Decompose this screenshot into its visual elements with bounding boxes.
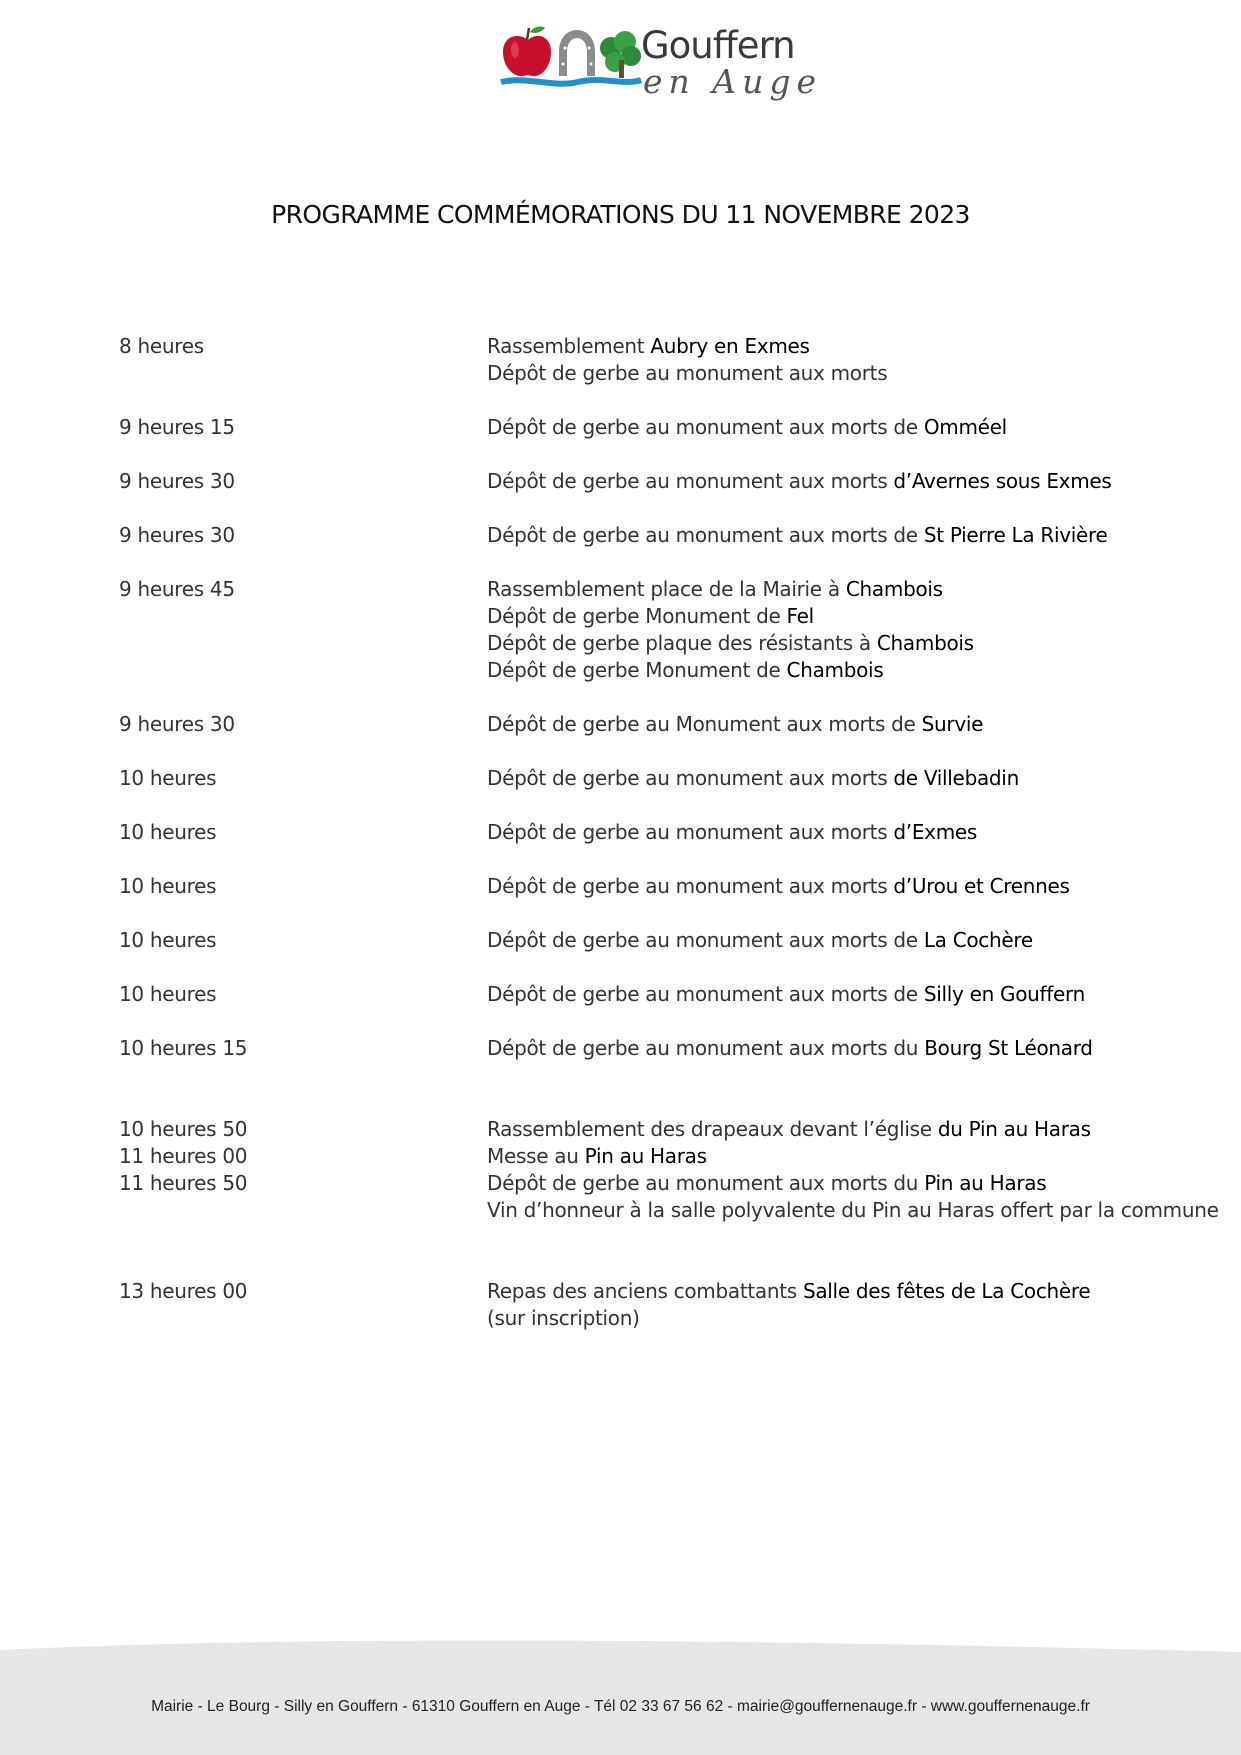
entry-line	[487, 1116, 1219, 1143]
entry-time: 10 heures	[119, 982, 217, 1006]
spacer	[119, 549, 1179, 576]
entry-description	[487, 1035, 1179, 1062]
entry-line	[487, 414, 1179, 441]
line-text: Dépôt de gerbe au monument aux morts de	[487, 928, 924, 952]
entry-line	[487, 1170, 1219, 1197]
entry-line	[487, 981, 1179, 1008]
entry-line	[487, 711, 1179, 738]
line-place: Chambois	[845, 577, 943, 601]
entry-line	[487, 657, 1179, 684]
spacer	[119, 1224, 1179, 1278]
horseshoe-icon	[559, 30, 595, 76]
spacer	[119, 495, 1179, 522]
line-text: Dépôt de gerbe au monument aux morts	[487, 469, 894, 493]
entry-line	[487, 1143, 1219, 1170]
water-wave-icon	[501, 80, 641, 84]
schedule-entry	[119, 522, 1179, 549]
line-text: Vin d’honneur à la salle polyvalente du Pin au Haras offert par la commune	[487, 1198, 1219, 1222]
entry-line	[487, 927, 1179, 954]
logo-subname: en Auge	[643, 62, 823, 101]
line-place: Survie	[921, 712, 984, 736]
schedule-entry	[119, 1035, 1179, 1062]
entry-line	[487, 576, 1179, 603]
line-text: Rassemblement	[487, 334, 651, 358]
line-text: Rassemblement place de la Mairie à	[487, 577, 846, 601]
schedule-entry	[119, 414, 1179, 441]
logo-emblem	[493, 20, 643, 110]
entry-description	[487, 819, 1179, 846]
entry-time: 13 heures 00	[119, 1279, 248, 1303]
line-text: Dépôt de gerbe au monument aux morts de	[487, 415, 924, 439]
entry-time: 9 heures 15	[119, 415, 235, 439]
line-text: Dépôt de gerbe au Monument aux morts de	[487, 712, 922, 736]
spacer	[119, 387, 1179, 414]
entry-time: 9 heures 30	[119, 712, 235, 736]
spacer	[119, 792, 1179, 819]
line-place: La Cochère	[923, 928, 1033, 952]
logo-name: Gouffern	[641, 24, 795, 67]
line-place: du Pin au Haras	[937, 1117, 1091, 1141]
line-place: Salle des fêtes de La Cochère	[802, 1279, 1091, 1303]
entry-time: 11 heures 00	[119, 1144, 248, 1168]
line-place: Fel	[786, 604, 814, 628]
line-text: Dépôt de gerbe au monument aux morts	[487, 766, 894, 790]
line-text: Dépôt de gerbe Monument de	[487, 604, 787, 628]
entry-description	[487, 1278, 1179, 1332]
meal-entry	[119, 1278, 1179, 1332]
line-text: Dépôt de gerbe plaque des résistants à	[487, 631, 877, 655]
spacer	[119, 1008, 1179, 1035]
line-place: d’Exmes	[893, 820, 978, 844]
schedule-entries	[119, 333, 1179, 1062]
entry-time: 9 heures 30	[119, 469, 235, 493]
schedule-entry	[119, 981, 1179, 1008]
entry-time: 10 heures 50	[119, 1117, 248, 1141]
spacer	[119, 900, 1179, 927]
schedule-entry	[119, 333, 1179, 387]
line-place: Aubry en Exmes	[650, 334, 810, 358]
line-text: Repas des anciens combattants	[487, 1279, 803, 1303]
spacer	[119, 441, 1179, 468]
spacer	[119, 954, 1179, 981]
line-place: Omméel	[923, 415, 1007, 439]
schedule-entry	[119, 765, 1179, 792]
schedule-entry	[119, 873, 1179, 900]
entry-line	[487, 468, 1179, 495]
entry-line	[487, 873, 1179, 900]
footer-contact: Mairie - Le Bourg - Silly en Gouffern - 61310 Gouffern en Auge - Tél 02 33 67 56 62 - mairie@gouffernenauge.fr - www.gouffernenauge.fr	[151, 1698, 1090, 1715]
entry-description	[487, 711, 1179, 738]
entry-description	[487, 468, 1179, 495]
schedule-entry	[119, 711, 1179, 738]
tree-icon	[600, 31, 641, 78]
line-place: Chambois	[876, 631, 974, 655]
gouffern-logo	[493, 20, 823, 110]
entry-line	[487, 765, 1179, 792]
entry-line	[487, 1278, 1127, 1332]
entry-time: 9 heures 45	[119, 577, 235, 601]
entry-line	[487, 1035, 1179, 1062]
line-text: Dépôt de gerbe au monument aux morts	[487, 820, 894, 844]
entry-time: 9 heures 30	[119, 523, 235, 547]
line-text: Dépôt de gerbe au monument aux morts de	[487, 523, 924, 547]
spacer	[119, 1062, 1179, 1116]
line-place: Bourg St Léonard	[924, 1036, 1093, 1060]
entry-time: 10 heures	[119, 874, 217, 898]
entry-line	[487, 603, 1179, 630]
entry-line	[487, 522, 1179, 549]
spacer	[119, 846, 1179, 873]
line-place: Pin au Haras	[584, 1144, 707, 1168]
schedule-entry	[119, 576, 1179, 684]
line-text: Dépôt de gerbe Monument de	[487, 658, 787, 682]
entry-time: 8 heures	[119, 334, 204, 358]
entry-time: 10 heures	[119, 820, 217, 844]
entry-description	[487, 414, 1179, 441]
apple-icon	[503, 27, 551, 77]
line-text: Dépôt de gerbe au monument aux morts	[487, 361, 888, 385]
line-place: Silly en Gouffern	[923, 982, 1085, 1006]
line-place: St Pierre La Rivière	[923, 523, 1108, 547]
entry-description	[487, 873, 1179, 900]
schedule-entry	[119, 468, 1179, 495]
entry-time: 10 heures	[119, 928, 217, 952]
line-text: Dépôt de gerbe au monument aux morts	[487, 874, 894, 898]
entry-time: 10 heures 15	[119, 1036, 248, 1060]
line-text: Messe au	[487, 1144, 585, 1168]
schedule	[119, 333, 1219, 1332]
entry-line	[487, 333, 1179, 360]
line-place: d’Urou et Crennes	[893, 874, 1070, 898]
line-text: Rassemblement des drapeaux devant l’église	[487, 1117, 938, 1141]
line-place: d’Avernes sous Exmes	[893, 469, 1112, 493]
pin-au-haras-block	[119, 1116, 1219, 1224]
page-title: PROGRAMME COMMÉMORATIONS DU 11 NOVEMBRE 2023	[271, 200, 970, 229]
entry-line	[487, 360, 1179, 387]
entry-line	[487, 1197, 1219, 1224]
line-place: Pin au Haras	[924, 1171, 1047, 1195]
line-text: Dépôt de gerbe au monument aux morts du	[487, 1036, 925, 1060]
spacer	[119, 684, 1179, 711]
schedule-entry	[119, 927, 1179, 954]
line-place: Chambois	[786, 658, 884, 682]
spacer	[119, 738, 1179, 765]
entry-line	[487, 819, 1179, 846]
entry-description	[487, 1116, 1219, 1224]
line-text: Dépôt de gerbe au monument aux morts du	[487, 1171, 925, 1195]
schedule-entry	[119, 819, 1179, 846]
entry-description	[487, 765, 1179, 792]
line-text: Dépôt de gerbe au monument aux morts de	[487, 982, 924, 1006]
entry-description	[487, 522, 1179, 549]
line-suffix: (sur inscription)	[487, 1306, 640, 1330]
line-place: de Villebadin	[893, 766, 1019, 790]
footer	[0, 1640, 1241, 1755]
entry-description	[487, 981, 1179, 1008]
time-column	[119, 1116, 487, 1224]
entry-line	[487, 630, 1179, 657]
entry-time: 11 heures 50	[119, 1171, 248, 1195]
entry-description	[487, 333, 1179, 387]
entry-time: 10 heures	[119, 766, 217, 790]
entry-description	[487, 576, 1179, 684]
entry-description	[487, 927, 1179, 954]
